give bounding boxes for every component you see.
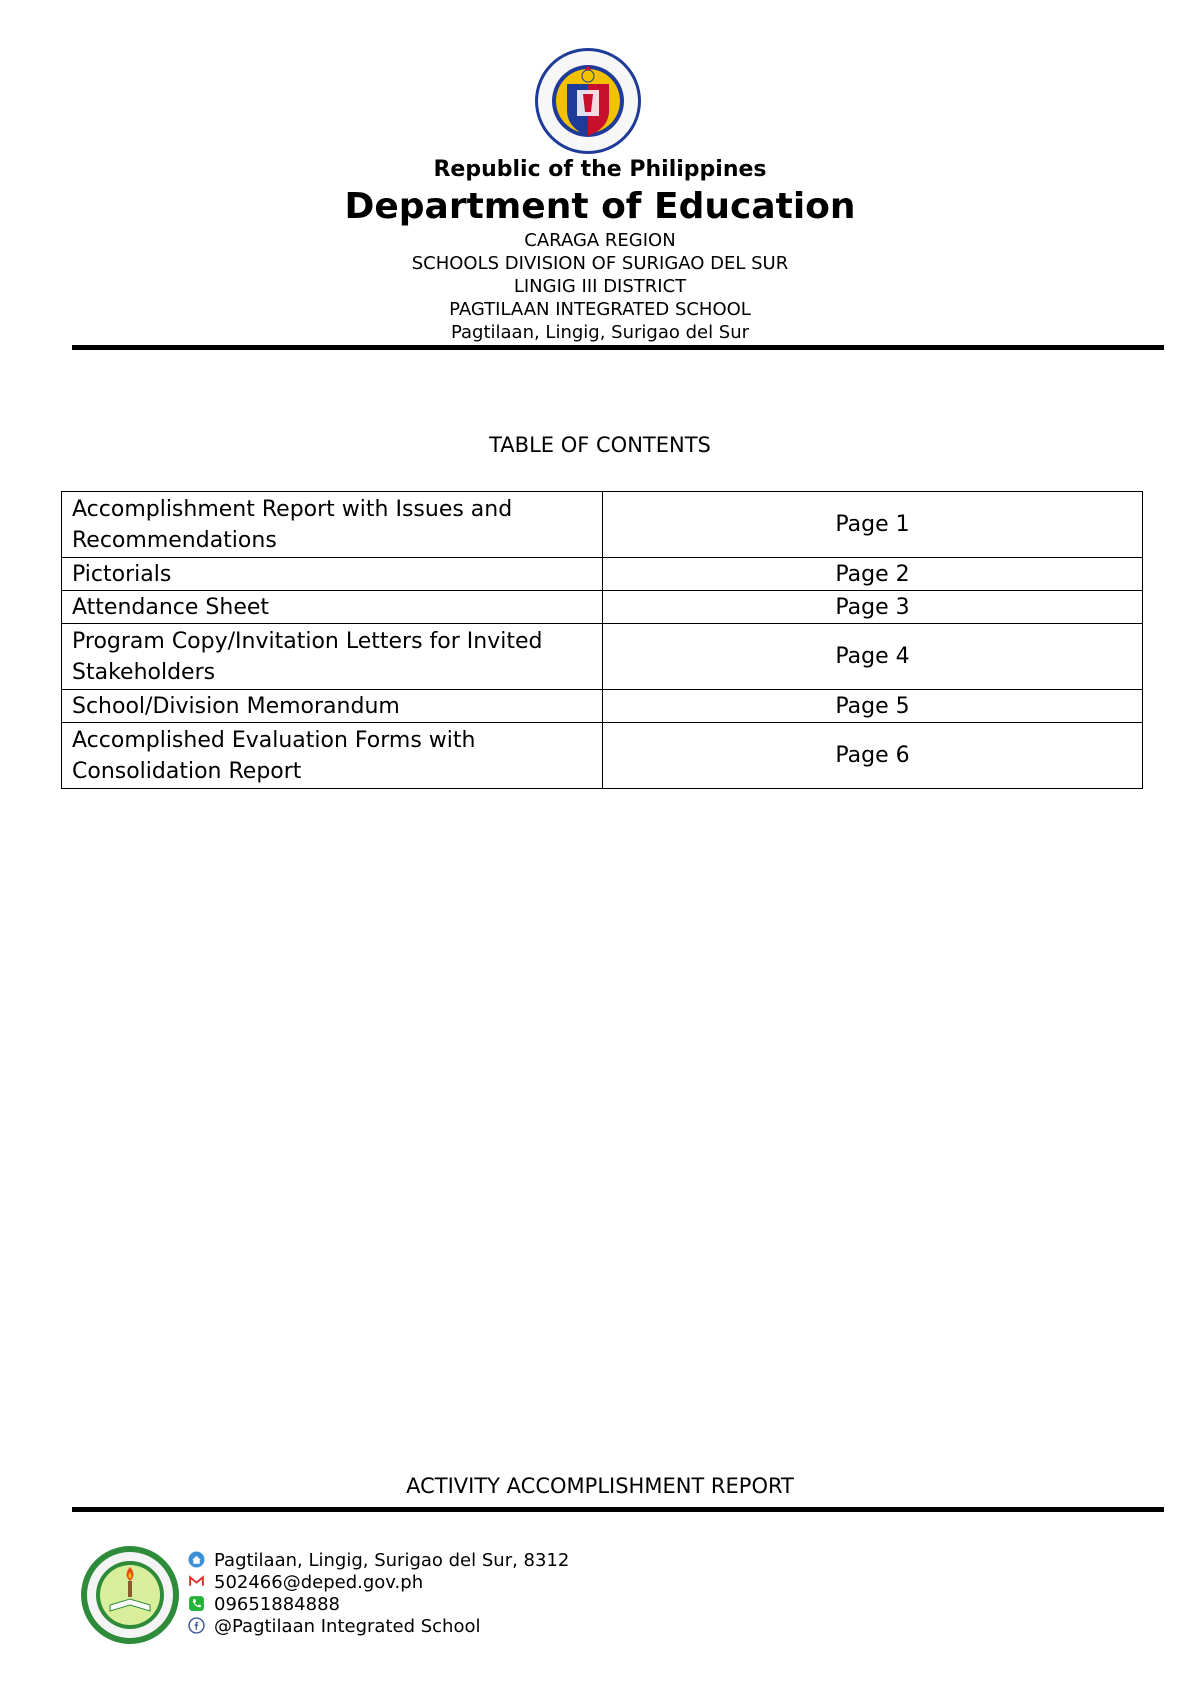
toc-item-title: Accomplished Evaluation Forms with Consolidation Report [62,723,603,789]
toc-row [62,723,1143,789]
school-logo [80,1545,180,1645]
department-heading: Department of Education [344,186,856,227]
school-line: PAGTILAAN INTEGRATED SCHOOL [449,299,751,320]
toc-row [62,492,1143,558]
facebook-icon [188,1617,205,1634]
toc-item-page: Page 4 [603,624,1143,690]
region-line: CARAGA REGION [524,230,676,251]
toc-item-page: Page 1 [603,492,1143,558]
mail-icon [188,1573,205,1590]
toc-table [61,491,1143,789]
toc-item-page: Page 6 [603,723,1143,789]
footer-divider [72,1507,1164,1512]
home-icon [188,1551,205,1568]
district-line: LINGIG III DISTRICT [513,276,687,297]
toc-title: TABLE OF CONTENTS [489,433,711,457]
toc-item-page: Page 2 [603,558,1143,591]
toc-row [62,624,1143,690]
toc-item-title: Accomplishment Report with Issues and Recommendations [62,492,603,558]
toc-item-title: Pictorials [62,558,603,591]
toc-row [62,690,1143,723]
phone-icon [188,1595,205,1612]
deped-seal-logo [533,46,643,156]
contact-address [188,1550,569,1571]
division-line: SCHOOLS DIVISION OF SURIGAO DEL SUR [411,253,789,274]
contact-phone [188,1594,340,1615]
header-divider [72,345,1164,350]
republic-heading: Republic of the Philippines [433,157,767,182]
toc-row [62,558,1143,591]
contact-phone-text: 09651884888 [214,1594,340,1615]
toc-row [62,591,1143,624]
toc-item-title: Attendance Sheet [62,591,603,624]
contact-facebook-text: @Pagtilaan Integrated School [214,1616,481,1637]
address-line: Pagtilaan, Lingig, Surigao del Sur [450,322,750,343]
contact-address-text: Pagtilaan, Lingig, Surigao del Sur, 8312 [214,1550,570,1571]
toc-item-title: Program Copy/Invitation Letters for Invited Stakeholders [62,624,603,690]
footer-title: ACTIVITY ACCOMPLISHMENT REPORT [406,1474,794,1498]
toc-item-title: School/Division Memorandum [62,690,603,723]
toc-item-page: Page 5 [603,690,1143,723]
contact-email [188,1572,423,1593]
contact-email-text: 502466@deped.gov.ph [214,1572,424,1593]
toc-item-page: Page 3 [603,591,1143,624]
contact-facebook [188,1616,481,1637]
